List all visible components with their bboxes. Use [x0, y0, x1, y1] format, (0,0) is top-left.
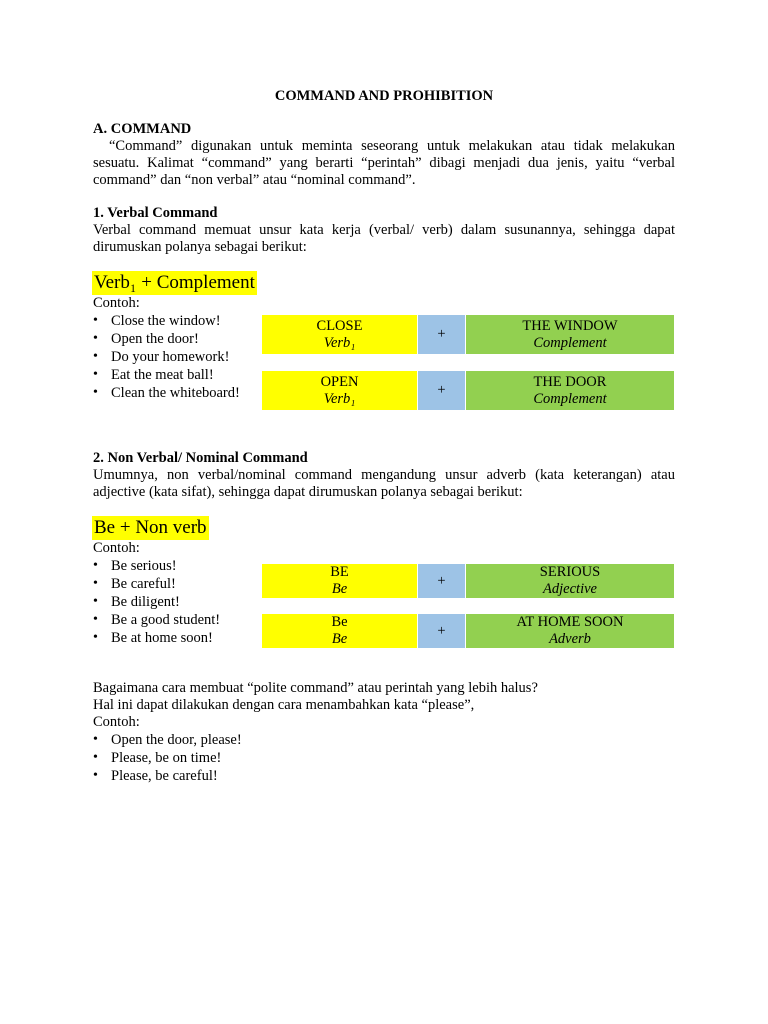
list-item: • Eat the meat ball!	[93, 366, 240, 384]
nonverbal-examples-list	[93, 557, 220, 647]
nonverbal-table-2-right	[466, 614, 674, 648]
nonverbal-line-1: Umumnya, non verbal/nominal command mengandung unsur adverb (kata keterangan) atau	[93, 467, 675, 483]
polite-line-1: Bagaimana cara membuat “polite command” atau perintah yang lebih halus?	[93, 680, 538, 696]
nonverbal-line-2: adjective (kata sifat), sehingga dapat dirumuskan polanya sebagai berikut:	[93, 484, 523, 500]
section-a-heading: A. COMMAND	[93, 121, 192, 137]
verbal-table-1-right-top: THE WINDOW	[522, 317, 618, 334]
polite-contoh: Contoh:	[93, 714, 140, 730]
verbal-table-1-plus	[418, 315, 465, 354]
list-item: • Be serious!	[93, 557, 220, 575]
list-item: • Please, be careful!	[93, 767, 242, 785]
verbal-table-1-right	[466, 315, 674, 354]
verbal-contoh: Contoh:	[93, 295, 140, 311]
plus-sign: +	[437, 572, 446, 589]
list-item: • Open the door!	[93, 330, 240, 348]
list-item: • Do your homework!	[93, 348, 240, 366]
nonverbal-table-2-plus	[418, 614, 465, 648]
verbal-table-1-left-bottom: Verb₁	[323, 334, 356, 351]
verbal-table-2-right-bottom: Complement	[533, 390, 607, 407]
verbal-table-1-left-top: CLOSE	[316, 317, 363, 334]
nonverbal-table-2-right-top: AT HOME SOON	[516, 614, 624, 630]
verbal-formula: Verb₁ + Complement	[94, 272, 255, 293]
section-a-line-1: “Command” digunakan untuk meminta seseorang untuk melakukan atau tidak melakukan	[109, 138, 675, 154]
plus-sign: +	[437, 622, 446, 639]
plus-sign: +	[437, 326, 446, 342]
verbal-line-1: Verbal command memuat unsur kata kerja (verbal/ verb) dalam susunannya, sehingga dapat	[93, 222, 675, 238]
nonverbal-table-1-left-bottom: Be	[331, 581, 348, 597]
plus-sign: +	[437, 382, 446, 398]
list-item: • Please, be on time!	[93, 749, 242, 767]
verbal-table-2-plus	[418, 371, 465, 410]
list-item: • Be diligent!	[93, 593, 220, 611]
verbal-line-2: dirumuskan polanya sebagai berikut:	[93, 239, 307, 255]
polite-examples-list	[93, 731, 242, 785]
verbal-table-1-right-bottom: Complement	[533, 334, 607, 351]
nonverbal-table-1-plus	[418, 564, 465, 598]
section-a-line-3: command” dan “non verbal” atau “nominal command”.	[93, 172, 416, 188]
nonverbal-contoh: Contoh:	[93, 540, 140, 556]
polite-line-2: Hal ini dapat dilakukan dengan cara menambahkan kata “please”,	[93, 697, 475, 713]
list-item: • Open the door, please!	[93, 731, 242, 749]
nonverbal-table-1-right-bottom: Adjective	[543, 581, 597, 597]
nonverbal-table-2-left	[262, 614, 417, 648]
verbal-table-2-right-top: THE DOOR	[533, 373, 607, 390]
list-item: • Be a good student!	[93, 611, 220, 629]
document-title: COMMAND AND PROHIBITION	[274, 88, 494, 104]
nonverbal-table-1-left-top: BE	[330, 564, 349, 580]
list-item: • Be careful!	[93, 575, 220, 593]
list-item: • Clean the whiteboard!	[93, 384, 240, 402]
nonverbal-heading: 2. Non Verbal/ Nominal Command	[93, 450, 308, 466]
section-a-line-2: sesuatu. Kalimat “command” yang berarti “perintah” dibagi menjadi dua jenis, yaitu “verbal	[93, 155, 675, 171]
nonverbal-table-2-right-bottom: Adverb	[549, 631, 591, 647]
nonverbal-table-1-left	[262, 564, 417, 598]
verbal-examples-list	[93, 312, 240, 402]
verbal-table-2-left-bottom: Verb₁	[323, 390, 356, 407]
nonverbal-table-1-right	[466, 564, 674, 598]
list-item: • Close the window!	[93, 312, 240, 330]
list-item: • Be at home soon!	[93, 629, 220, 647]
nonverbal-table-1-right-top: SERIOUS	[539, 564, 601, 580]
nonverbal-table-2-left-bottom: Be	[331, 631, 348, 647]
nonverbal-formula: Be + Non verb	[94, 517, 207, 538]
verbal-table-2-right	[466, 371, 674, 410]
nonverbal-table-2-left-top: Be	[331, 614, 348, 630]
verbal-table-1-left	[262, 315, 417, 354]
verbal-table-2-left-top: OPEN	[320, 373, 359, 390]
verbal-table-2-left	[262, 371, 417, 410]
verbal-heading: 1. Verbal Command	[93, 205, 218, 221]
